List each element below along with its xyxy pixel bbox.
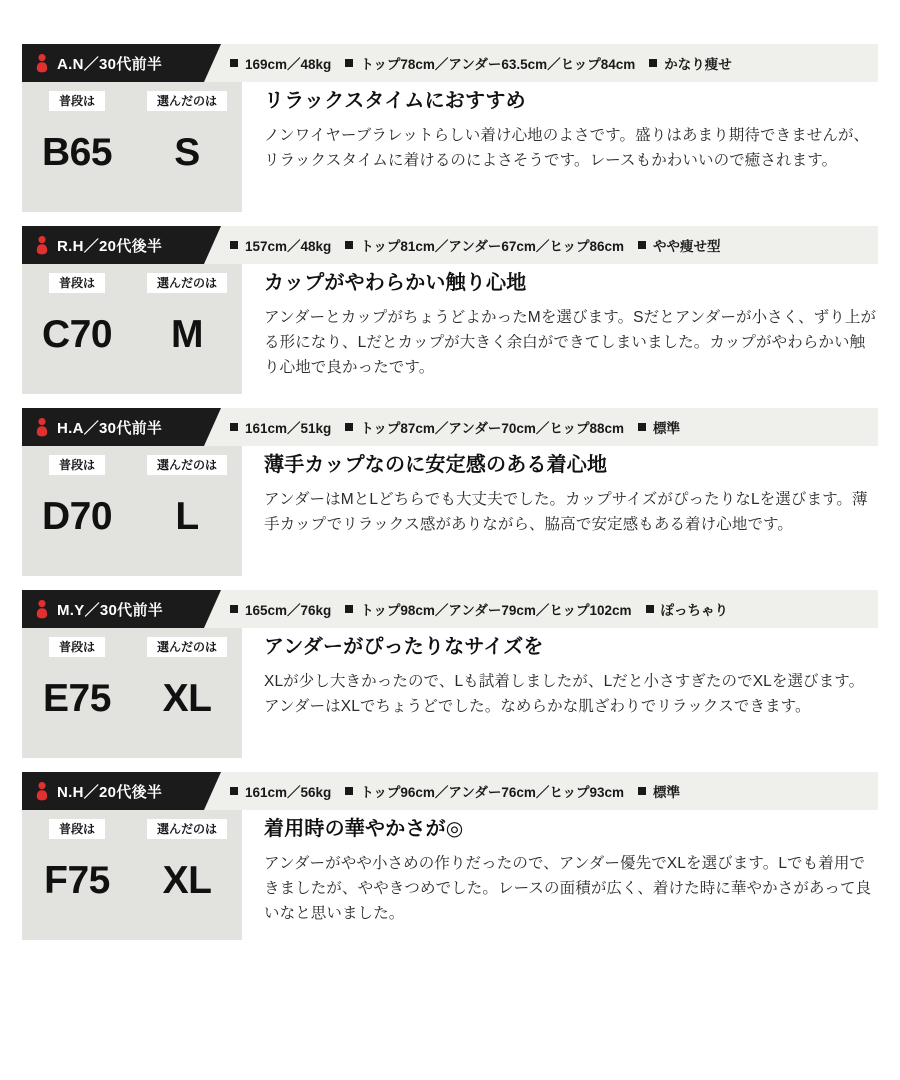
review-comment: XLが少し大きかったので、Lも試着しましたが、Lだと小さすぎたのでXLを選びます。アンダーはXLでちょうどでした。なめらかな肌ざわりでリラックスできます。 (264, 673, 865, 716)
review-body (22, 446, 878, 576)
review-body (22, 810, 878, 940)
review-body (22, 628, 878, 758)
review-header (22, 772, 878, 810)
review-header (22, 408, 878, 446)
chosen-size-cell (132, 273, 242, 386)
review-card (22, 226, 878, 394)
reviewer-name: N.H／20代後半 (57, 783, 163, 801)
square-bullet-icon (649, 59, 657, 67)
person-icon (34, 235, 50, 255)
review-text (242, 264, 878, 394)
square-bullet-icon (230, 59, 238, 67)
review-text (242, 82, 878, 212)
spec-text: やや痩せ型 (653, 239, 721, 254)
square-bullet-icon (230, 605, 238, 613)
chosen-size-label: 選んだのは (147, 273, 227, 293)
square-bullet-icon (345, 605, 353, 613)
review-card (22, 44, 878, 212)
size-panel (22, 628, 242, 758)
review-title: リラックスタイムにおすすめ (264, 90, 526, 112)
square-bullet-icon (345, 423, 353, 431)
spec-text: トップ96cm／アンダー76cm／ヒップ93cm (360, 785, 625, 800)
square-bullet-icon (638, 423, 646, 431)
spec-text: 標準 (653, 785, 681, 800)
chosen-size-cell (132, 455, 242, 568)
spec-text: トップ81cm／アンダー67cm／ヒップ86cm (360, 239, 625, 254)
chosen-size-label: 選んだのは (147, 455, 227, 475)
review-text (242, 446, 878, 576)
review-header (22, 44, 878, 82)
review-title: 着用時の華やかさが◎ (264, 818, 464, 840)
chosen-size-label: 選んだのは (147, 91, 227, 111)
spec-text: かなり痩せ (664, 57, 732, 72)
usual-size-value: B65 (41, 131, 113, 174)
spec-item (646, 599, 729, 619)
usual-size-label: 普段は (49, 455, 105, 475)
person-icon (34, 599, 50, 619)
spec-text: 169cm／48kg (245, 57, 332, 72)
usual-size-label: 普段は (49, 273, 105, 293)
square-bullet-icon (345, 59, 353, 67)
square-bullet-icon (230, 423, 238, 431)
review-comment: ノンワイヤーブラレットらしい着け心地のよさです。盛りはあまり期待できませんが、リラックスタイムに着けるのによさそうです。レースもかわいいので癒されます。 (264, 127, 870, 170)
review-title: カップがやわらかい触り心地 (264, 272, 527, 294)
spec-item (649, 53, 732, 73)
chosen-size-value: S (174, 131, 200, 174)
review-text (242, 628, 878, 758)
spec-text: トップ98cm／アンダー79cm／ヒップ102cm (360, 603, 632, 618)
spec-item (345, 781, 624, 801)
reviewer-name: A.N／30代前半 (57, 55, 163, 73)
review-header (22, 226, 878, 264)
spec-item (230, 599, 331, 619)
spec-item (638, 417, 680, 437)
review-card (22, 772, 878, 940)
chosen-size-cell (132, 91, 242, 204)
size-panel (22, 82, 242, 212)
usual-size-cell (22, 91, 132, 204)
spec-item (230, 53, 331, 73)
usual-size-value: F75 (44, 859, 110, 902)
reviewer-tag (22, 226, 204, 264)
usual-size-label: 普段は (49, 91, 105, 111)
square-bullet-icon (230, 241, 238, 249)
usual-size-cell (22, 819, 132, 932)
reviewer-tag (22, 44, 204, 82)
square-bullet-icon (646, 605, 654, 613)
reviewer-tag (22, 772, 204, 810)
reviewer-name: H.A／30代前半 (57, 419, 163, 437)
spec-item (345, 599, 631, 619)
size-panel (22, 264, 242, 394)
square-bullet-icon (230, 787, 238, 795)
reviewer-name: R.H／20代後半 (57, 237, 163, 255)
square-bullet-icon (638, 787, 646, 795)
usual-size-cell (22, 637, 132, 750)
square-bullet-icon (345, 787, 353, 795)
review-text (242, 810, 878, 940)
chosen-size-cell (132, 819, 242, 932)
review-body (22, 82, 878, 212)
review-card (22, 590, 878, 758)
reviewer-specs (204, 408, 878, 446)
usual-size-cell (22, 455, 132, 568)
spec-item (345, 53, 635, 73)
spec-item (230, 781, 331, 801)
usual-size-value: D70 (41, 495, 113, 538)
reviewer-specs (204, 772, 878, 810)
chosen-size-value: XL (162, 859, 212, 902)
usual-size-label: 普段は (49, 637, 105, 657)
spec-text: 165cm／76kg (245, 603, 332, 618)
reviewer-specs (204, 590, 878, 628)
reviewer-tag (22, 590, 204, 628)
square-bullet-icon (345, 241, 353, 249)
review-header (22, 590, 878, 628)
usual-size-cell (22, 273, 132, 386)
chosen-size-cell (132, 637, 242, 750)
spec-text: 161cm／51kg (245, 421, 332, 436)
chosen-size-label: 選んだのは (147, 637, 227, 657)
size-panel (22, 810, 242, 940)
spec-text: 161cm／56kg (245, 785, 332, 800)
review-comment: アンダーがやや小さめの作りだったので、アンダー優先でXLを選びます。Lでも着用できましたが、ややきつめでした。レースの面積が広く、着けた時に華やかさがあって良いなと思いました。 (264, 855, 872, 923)
review-title: アンダーがぴったりなサイズを (264, 636, 544, 658)
usual-size-label: 普段は (49, 819, 105, 839)
reviewer-tag (22, 408, 204, 446)
spec-item (638, 235, 721, 255)
review-comment: アンダーとカップがちょうどよかったMを選びます。Sだとアンダーが小さく、ずり上がる形になり、Lだとカップが大きく余白ができてしまいました。カップがやわらかい触り心地で良かったです。 (264, 309, 877, 377)
person-icon (34, 53, 50, 73)
chosen-size-value: L (175, 495, 199, 538)
usual-size-value: C70 (41, 313, 113, 356)
spec-item (345, 417, 624, 437)
chosen-size-value: XL (162, 677, 212, 720)
size-panel (22, 446, 242, 576)
spec-item (345, 235, 624, 255)
square-bullet-icon (638, 241, 646, 249)
reviewer-specs (204, 226, 878, 264)
review-title: 薄手カップなのに安定感のある着心地 (264, 454, 608, 476)
review-comment: アンダーはMとLどちらでも大丈夫でした。カップサイズがぴったりなLを選びます。薄手カップでリラックス感がありながら、脇高で安定感もある着け心地です。 (264, 491, 868, 534)
spec-item (230, 417, 331, 437)
review-card (22, 408, 878, 576)
person-icon (34, 781, 50, 801)
usual-size-value: E75 (43, 677, 111, 720)
spec-text: ぽっちゃり (660, 603, 729, 618)
spec-item (230, 235, 331, 255)
chosen-size-label: 選んだのは (147, 819, 227, 839)
review-body (22, 264, 878, 394)
spec-text: 157cm／48kg (245, 239, 332, 254)
spec-text: トップ87cm／アンダー70cm／ヒップ88cm (360, 421, 625, 436)
reviewer-name: M.Y／30代前半 (57, 601, 164, 619)
spec-text: トップ78cm／アンダー63.5cm／ヒップ84cm (360, 57, 636, 72)
chosen-size-value: M (171, 313, 203, 356)
person-icon (34, 417, 50, 437)
reviewer-specs (204, 44, 878, 82)
spec-text: 標準 (653, 421, 681, 436)
spec-item (638, 781, 680, 801)
